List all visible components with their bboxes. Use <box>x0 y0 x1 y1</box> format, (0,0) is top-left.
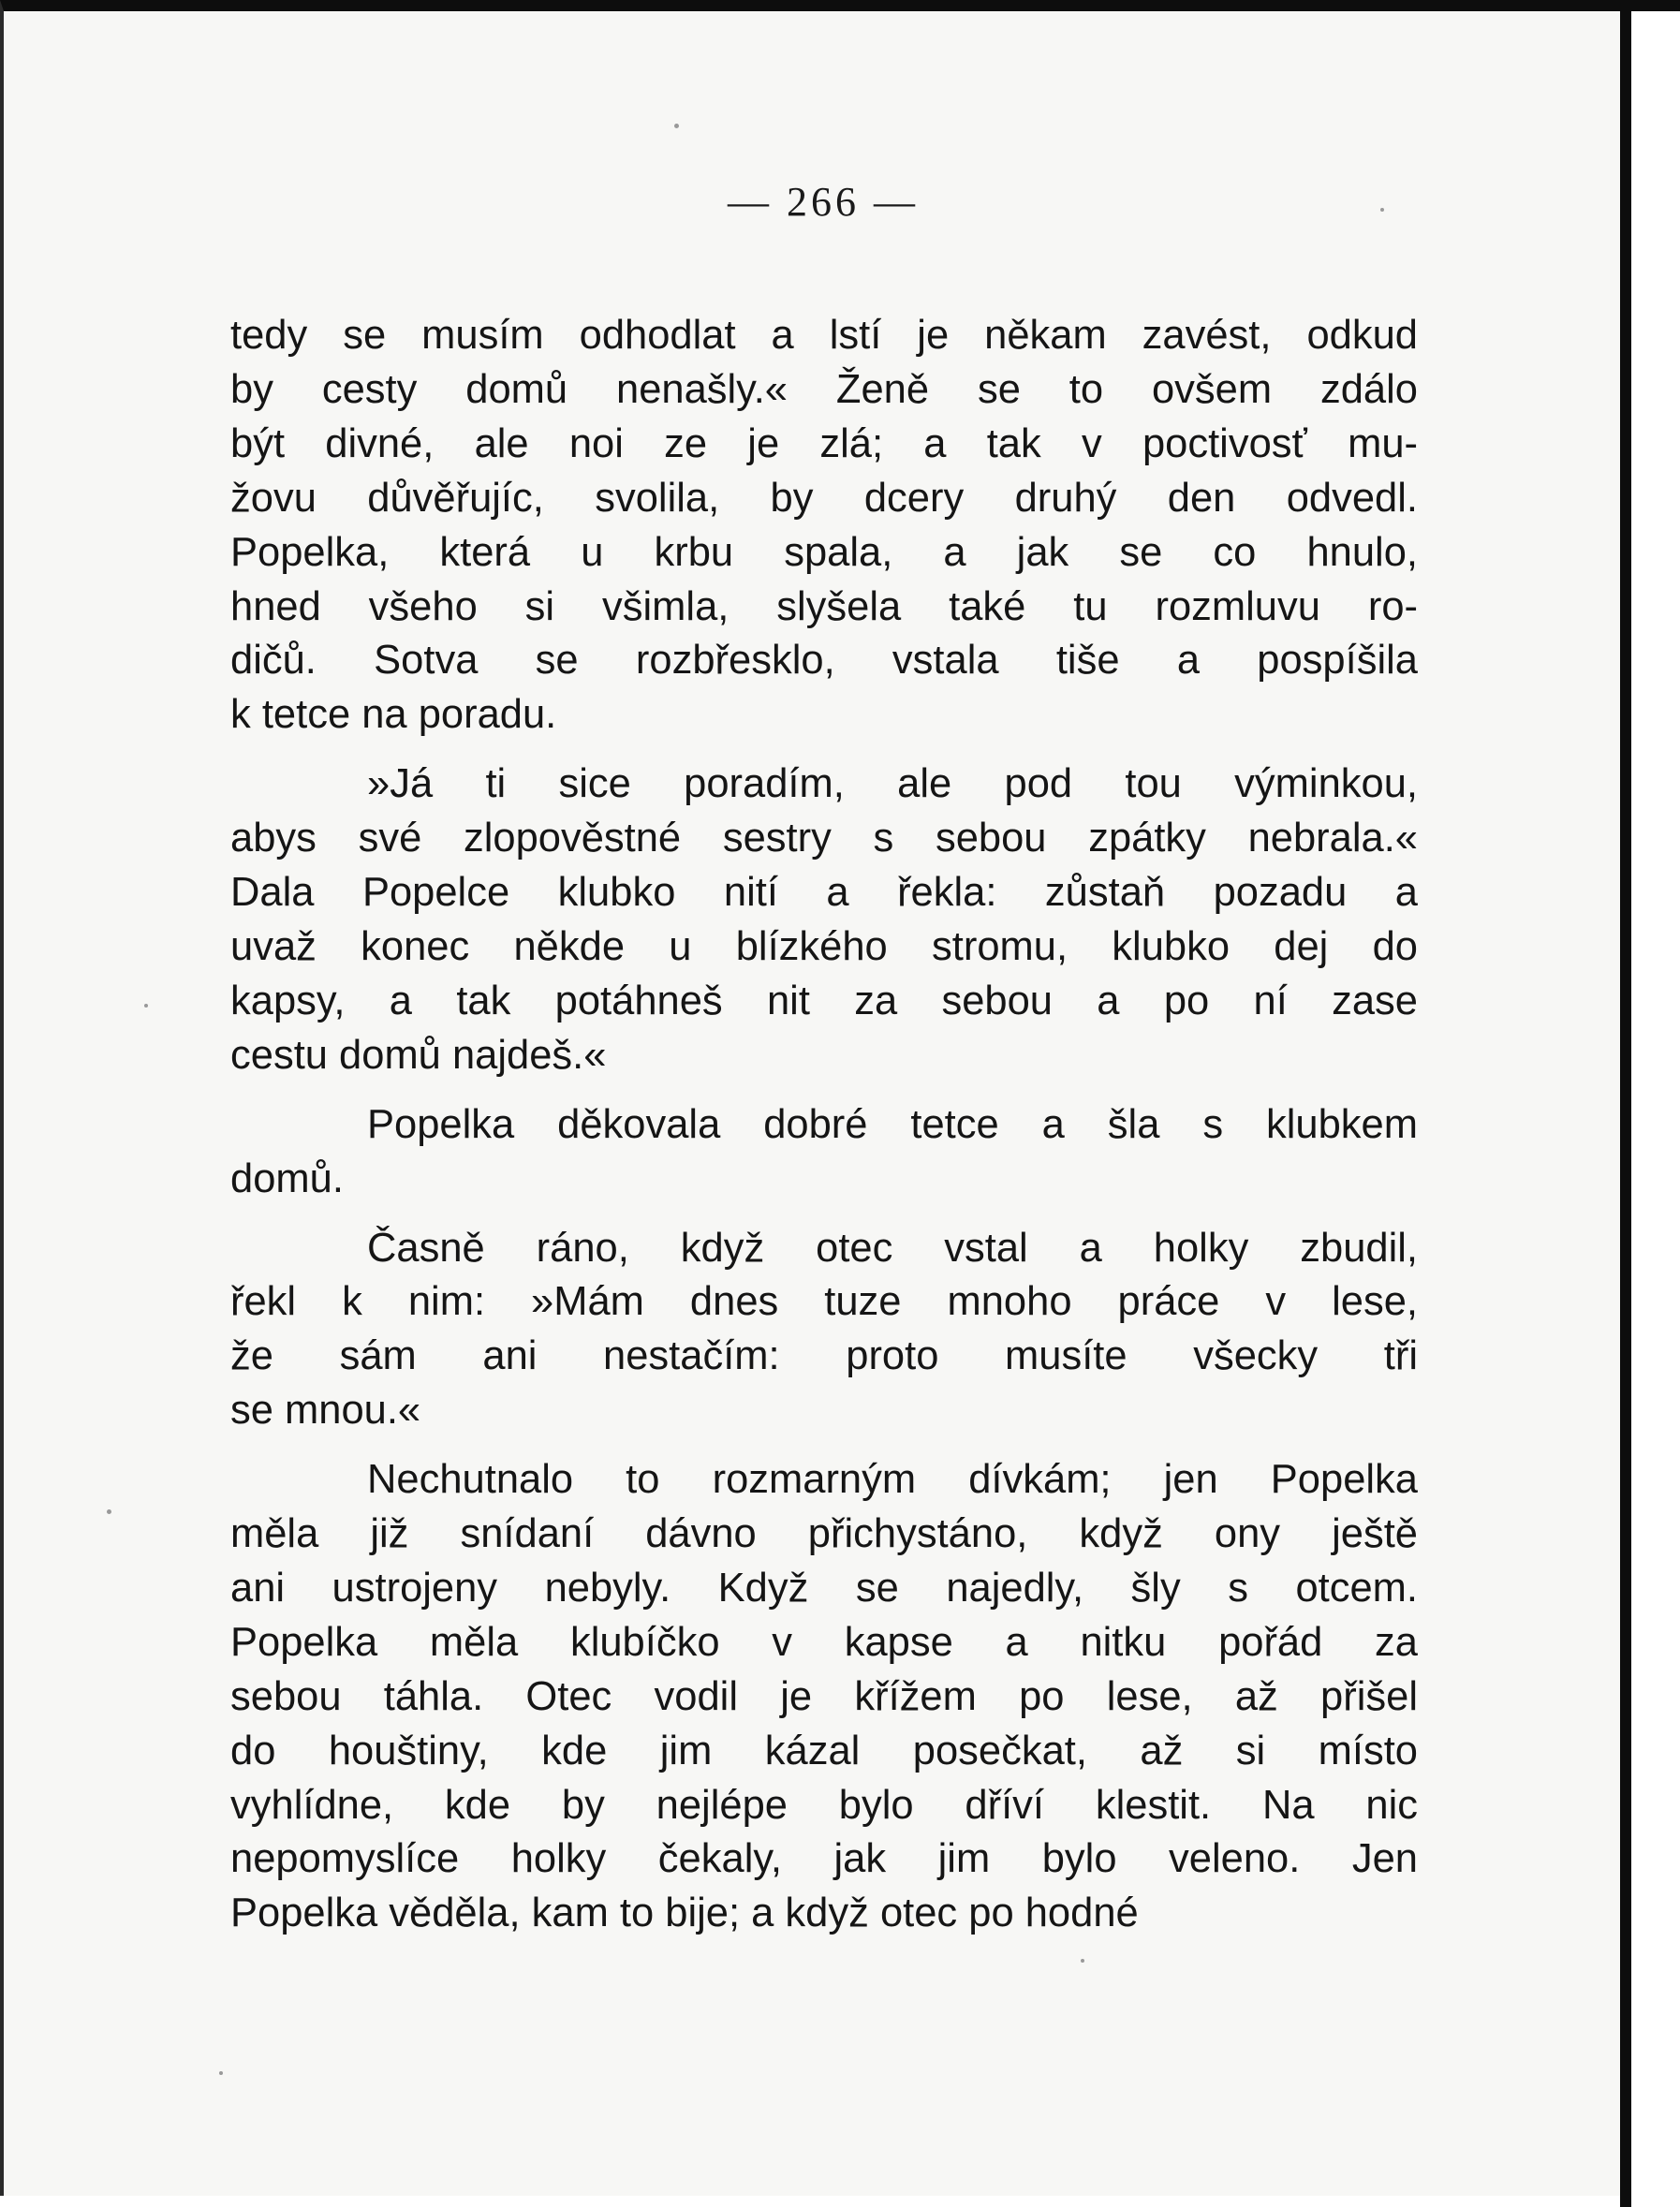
text-line: Nechutnalo to rozmarným dívkám; jen Popelka <box>367 1457 1418 1503</box>
paragraph <box>230 1453 1418 1941</box>
text-line: do houštiny, kde jim kázal posečkat, až si místo <box>230 1728 1418 1773</box>
paragraph <box>230 1098 1418 1207</box>
paper-speck <box>1380 208 1384 212</box>
text-line: vyhlídne, kde by nejlépe bylo dříví klestit. Na nic <box>230 1782 1418 1828</box>
text-line: že sám ani nestačím: proto musíte všecky tři <box>230 1333 1418 1379</box>
text-line: cestu domů najdeš.« <box>230 1032 607 1078</box>
text-line: ani ustrojeny nebyly. Když se najedly, šly s otcem. <box>230 1565 1418 1611</box>
text-line: Popelka děkovala dobré tetce a šla s klubkem <box>367 1101 1418 1147</box>
text-line: by cesty domů nenašly.« Ženě se to ovšem zdálo <box>230 366 1418 412</box>
text-line: tedy se musím odhodlat a lstí je někam zavést, odkud <box>230 313 1418 358</box>
text-line: Dala Popelce klubko nití a řekla: zůstaň pozadu a <box>230 870 1418 916</box>
paragraph <box>230 309 1418 743</box>
text-line: Popelka měla klubíčko v kapse a nitku pořád za <box>230 1619 1418 1665</box>
text-line: domů. <box>230 1155 344 1201</box>
text-line: Popelka věděla, kam to bije; a když otec po hodné <box>230 1891 1139 1936</box>
text-line: Popelka, která u krbu spala, a jak se co hnulo, <box>230 529 1418 575</box>
text-line: abys své zlopověstné sestry s sebou zpátky nebrala.« <box>230 816 1418 861</box>
page-margin-right <box>1631 11 1680 2207</box>
page-edge-shadow <box>1620 11 1631 2207</box>
text-line: »Já ti sice poradím, ale pod tou výminkou, <box>367 761 1418 807</box>
text-line: Časně ráno, když otec vstal a holky zbudil, <box>367 1225 1418 1271</box>
text-line: k tetce na poradu. <box>230 692 557 738</box>
body-text <box>230 309 1418 1956</box>
text-line: žovu důvěřujíc, svolila, by dcery druhý den odvedl. <box>230 475 1418 521</box>
text-line: hned všeho si všimla, slyšela také tu rozmluvu ro- <box>230 583 1418 629</box>
paper-speck <box>1081 1959 1084 1963</box>
text-line: sebou táhla. Otec vodil je křížem po lese, až přišel <box>230 1673 1418 1719</box>
text-line: nepomyslíce holky čekaly, jak jim bylo veleno. Jen <box>230 1836 1418 1882</box>
paragraph <box>230 1222 1418 1439</box>
paper-speck <box>674 124 679 128</box>
page-number: — 266 — <box>728 179 919 225</box>
text-line: řekl k nim: »Mám dnes tuze mnoho práce v lese, <box>230 1279 1418 1325</box>
text-line: se mnou.« <box>230 1388 421 1434</box>
paper-speck <box>107 1509 111 1514</box>
text-line: měla již snídaní dávno přichystáno, když ony ještě <box>230 1511 1418 1557</box>
text-line: být divné, ale noi ze je zlá; a tak v poctivosť mu- <box>230 420 1418 466</box>
text-line: uvaž konec někde u blízkého stromu, klubko dej do <box>230 923 1418 969</box>
paper-speck <box>144 1004 148 1008</box>
text-line: dičů. Sotva se rozbřesklo, vstala tiše a pospíšila <box>230 638 1418 684</box>
text-line: kapsy, a tak potáhneš nit za sebou a po ní zase <box>230 978 1418 1023</box>
paragraph <box>230 758 1418 1082</box>
paper-speck <box>219 2071 223 2075</box>
